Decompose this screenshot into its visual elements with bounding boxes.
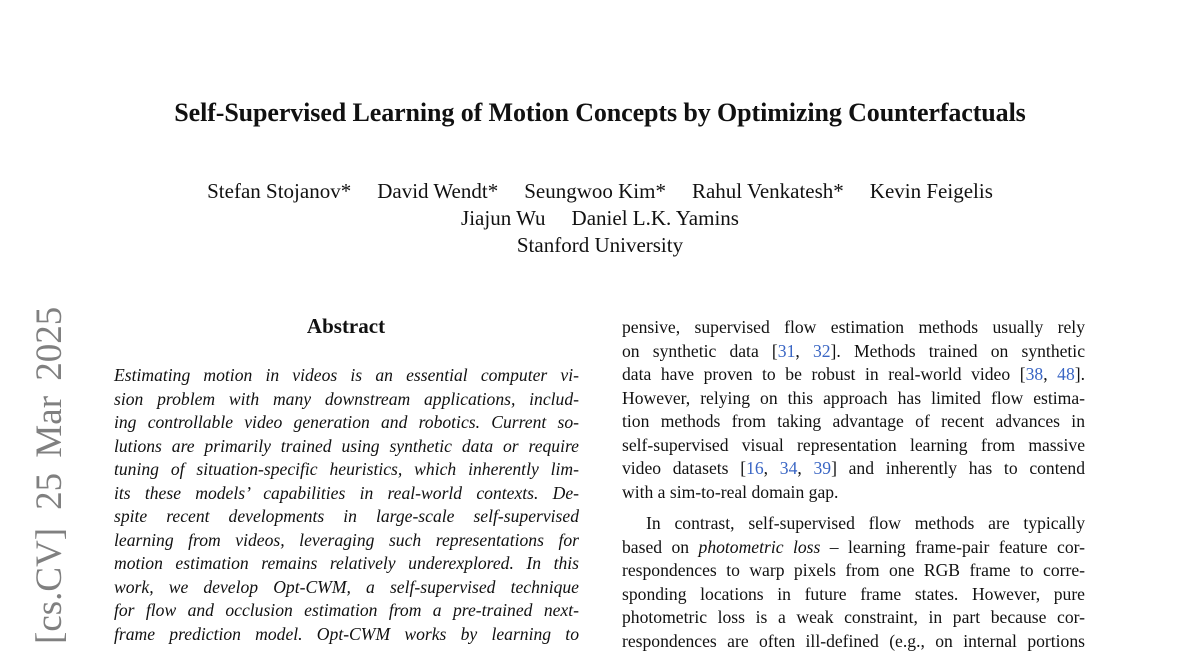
citation-link[interactable]: 31 xyxy=(778,341,796,361)
intro-paragraph-1 xyxy=(622,316,1085,504)
body-line: However, relying on this approach has limited flow estima- xyxy=(622,387,1085,411)
author-name: David Wendt* xyxy=(377,178,498,205)
citation-link[interactable]: 38 xyxy=(1026,364,1044,384)
body-line: with a sim-to-real domain gap. xyxy=(622,481,1085,505)
abstract-line: ing controllable video generation and robotics. Current so- xyxy=(114,411,579,435)
abstract-body xyxy=(114,364,579,646)
abstract-line: sion problem with many downstream applications, includ- xyxy=(114,388,579,412)
citation-link[interactable]: 32 xyxy=(813,341,831,361)
author-name: Jiajun Wu xyxy=(461,205,546,232)
arxiv-category: [cs.CV] xyxy=(29,528,70,644)
author-name: Stefan Stojanov* xyxy=(207,178,351,205)
body-line: self-supervised visual representation learning from massive xyxy=(622,434,1085,458)
author-name: Daniel L.K. Yamins xyxy=(572,205,739,232)
abstract-line: learning from videos, leveraging such representations for xyxy=(114,529,579,553)
body-line: photometric loss is a weak constraint, in part because cor- xyxy=(622,606,1085,630)
arxiv-sidebar-stamp xyxy=(30,304,70,644)
abstract-line: its these models’ capabilities in real-world contexts. De- xyxy=(114,482,579,506)
body-line: based on photometric loss – learning frame-pair feature cor- xyxy=(622,536,1085,560)
abstract-heading: Abstract xyxy=(113,314,579,339)
abstract-line: for flow and occlusion estimation from a pre-trained next- xyxy=(114,599,579,623)
author-name: Seungwoo Kim* xyxy=(524,178,666,205)
abstract-line: lutions are primarily trained using synthetic data or require xyxy=(114,435,579,459)
paper-title: Self-Supervised Learning of Motion Concepts by Optimizing Counterfactuals xyxy=(0,98,1200,128)
abstract-line: Estimating motion in videos is an essential computer vi- xyxy=(114,364,579,388)
body-line: sponding locations in future frame states. However, pure xyxy=(622,583,1085,607)
author-row-1 xyxy=(0,178,1200,205)
abstract-line: tuning of situation-specific heuristics, which inherently lim- xyxy=(114,458,579,482)
body-line: In contrast, self-supervised flow methods are typically xyxy=(622,512,1085,536)
author-block xyxy=(0,178,1200,259)
intro-paragraph-2 xyxy=(622,512,1085,653)
author-name: Kevin Feigelis xyxy=(870,178,993,205)
citation-link[interactable]: 39 xyxy=(813,458,831,478)
abstract-line: frame prediction model. Opt-CWM works by learning to xyxy=(114,623,579,647)
abstract-line: motion estimation remains relatively underexplored. In this xyxy=(114,552,579,576)
author-affiliation: Stanford University xyxy=(0,232,1200,259)
author-name: Rahul Venkatesh* xyxy=(692,178,844,205)
emphasis-term: photometric loss xyxy=(699,537,821,557)
abstract-line: work, we develop Opt-CWM, a self-supervised technique xyxy=(114,576,579,600)
arxiv-date: 25 Mar 2025 xyxy=(29,307,70,510)
body-line: tion methods from taking advantage of recent advances in xyxy=(622,410,1085,434)
citation-link[interactable]: 48 xyxy=(1057,364,1075,384)
citation-link[interactable]: 16 xyxy=(746,458,764,478)
author-row-2 xyxy=(0,205,1200,232)
body-line: on synthetic data [31, 32]. Methods trained on synthetic xyxy=(622,340,1085,364)
body-line: pensive, supervised flow estimation methods usually rely xyxy=(622,316,1085,340)
abstract-line: spite recent developments in large-scale self-supervised xyxy=(114,505,579,529)
body-line: respondences are often ill-defined (e.g., on internal portions xyxy=(622,630,1085,653)
citation-link[interactable]: 34 xyxy=(780,458,798,478)
intro-column xyxy=(622,316,1085,653)
body-line: video datasets [16, 34, 39] and inherently has to contend xyxy=(622,457,1085,481)
body-line: data have proven to be robust in real-world video [38, 48]. xyxy=(622,363,1085,387)
body-line: respondences to warp pixels from one RGB frame to corre- xyxy=(622,559,1085,583)
